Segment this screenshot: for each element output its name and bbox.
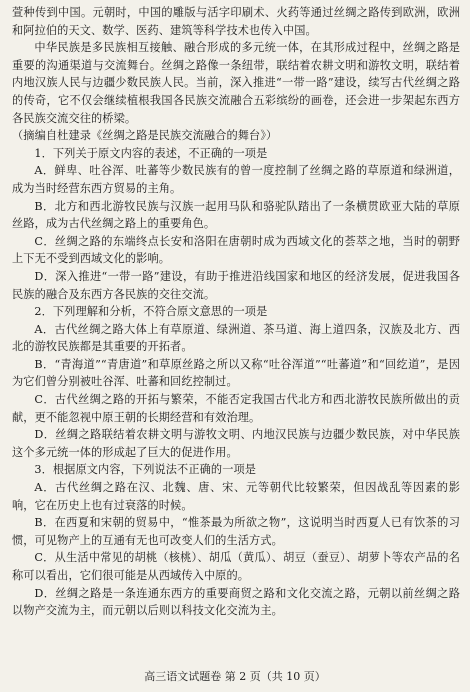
question-option: D．丝绸之路联结着农耕文明与游牧文明、内地汉民族与边疆少数民族，对中华民族这个多元统一体的形成起了巨大的促进作用。 bbox=[12, 428, 460, 459]
passage bbox=[12, 4, 460, 145]
question-option: B．北方和西北游牧民族与汉族一起用马队和骆驼队踏出了一条横贯欧亚大陆的草原丝路，成为古代丝绸之路上的重要角色。 bbox=[12, 199, 460, 231]
question-stem: 3．根据原文内容，下列说法不正确的一项是 bbox=[34, 463, 257, 477]
passage-paragraph-0: 萱种传到中国。元朝时，中国的雕版与活字印刷术、火药等通过丝绸之路传到欧洲，欧洲和阿拉伯的天文、数学、医药、建筑等科学技术也传入中国。 bbox=[12, 6, 460, 37]
question-1 bbox=[12, 145, 460, 303]
question-option: B．在西夏和宋朝的贸易中，“惟茶最为所欲之物”，这说明当时西夏人已有饮茶的习惯，可见物产上的互通有无也可改变人们的生活方式。 bbox=[12, 516, 460, 547]
question-option: A．鲜卑、吐谷浑、吐蕃等少数民族有的曾一度控制了丝绸之路的草原道和绿洲道，成为当时经营东西方贸易的主角。 bbox=[12, 164, 460, 195]
question-option: C．从生活中常见的胡桃（核桃）、胡瓜（黄瓜）、胡豆（蚕豆）、胡萝卜等农产品的名称可以看出，它们很可能是从西域传入中原的。 bbox=[12, 551, 460, 582]
question-option: D．丝绸之路是一条连通东西方的重要商贸之路和文化交流之路，元朝以前丝绸之路以物产交流为主，而元朝以后则以科技文化交流为主。 bbox=[12, 586, 460, 618]
question-option: A．古代丝绸之路在汉、北魏、唐、宋、元等朝代比较繁荣，但因战乱等因素的影响，它在历史上也有过衰落的时候。 bbox=[12, 481, 460, 512]
page-footer: 高三语文试题卷 第 2 页（共 10 页） bbox=[144, 670, 326, 683]
passage-source: （摘编自杜建录《丝绸之路是民族交流融合的舞台》） bbox=[12, 129, 278, 143]
question-2 bbox=[12, 303, 460, 461]
question-option: D．深入推进“一带一路”建设，有助于推进沿线国家和地区的经济发展，促进我国各民族的融合及东西方各民族的交往交流。 bbox=[12, 269, 460, 301]
question-stem: 2．下列理解和分析，不符合原文意思的一项是 bbox=[34, 305, 268, 319]
question-stem: 1．下列关于原文内容的表述，不正确的一项是 bbox=[34, 146, 268, 160]
question-option: C．古代丝绸之路的开拓与繁荣，不能否定我国古代北方和西北游牧民族所做出的贡献，更不能忽视中原王朝的长期经营和有效治理。 bbox=[12, 393, 460, 424]
question-option: A．古代丝绸之路大体上有草原道、绿洲道、茶马道、海上道四条，汉族及北方、西北的游牧民族都是其重要的开拓者。 bbox=[12, 322, 460, 354]
question-option: B．“青海道”“青唐道”和草原丝路之所以又称“吐谷浑道”“吐蕃道”和“回纥道”，是因为它们曾分别被吐谷浑、吐蕃和回纥控制过。 bbox=[12, 357, 460, 389]
passage-paragraph-1: 中华民族是多民族相互接触、融合形成的多元统一体，在其形成过程中，丝绸之路是重要的沟通渠道与交流舞台。丝绸之路像一条纽带，联结着农耕文明和游牧文明，联结着内地汉族人民与边疆少数民族人民。当前，深入推进“一带一路”建设，续写古代丝绸之路的传奇，它不仅会继续植根我国各民族交流融合五彩缤纷的画卷，还会进一步架起东西方各民族交流交往的桥梁。 bbox=[12, 41, 460, 125]
question-3 bbox=[12, 461, 460, 619]
question-option: C．丝绸之路的东端终点长安和洛阳在唐朝时成为西域文化的荟萃之地，当时的朝野上下无不受到西域文化的影响。 bbox=[12, 234, 460, 266]
